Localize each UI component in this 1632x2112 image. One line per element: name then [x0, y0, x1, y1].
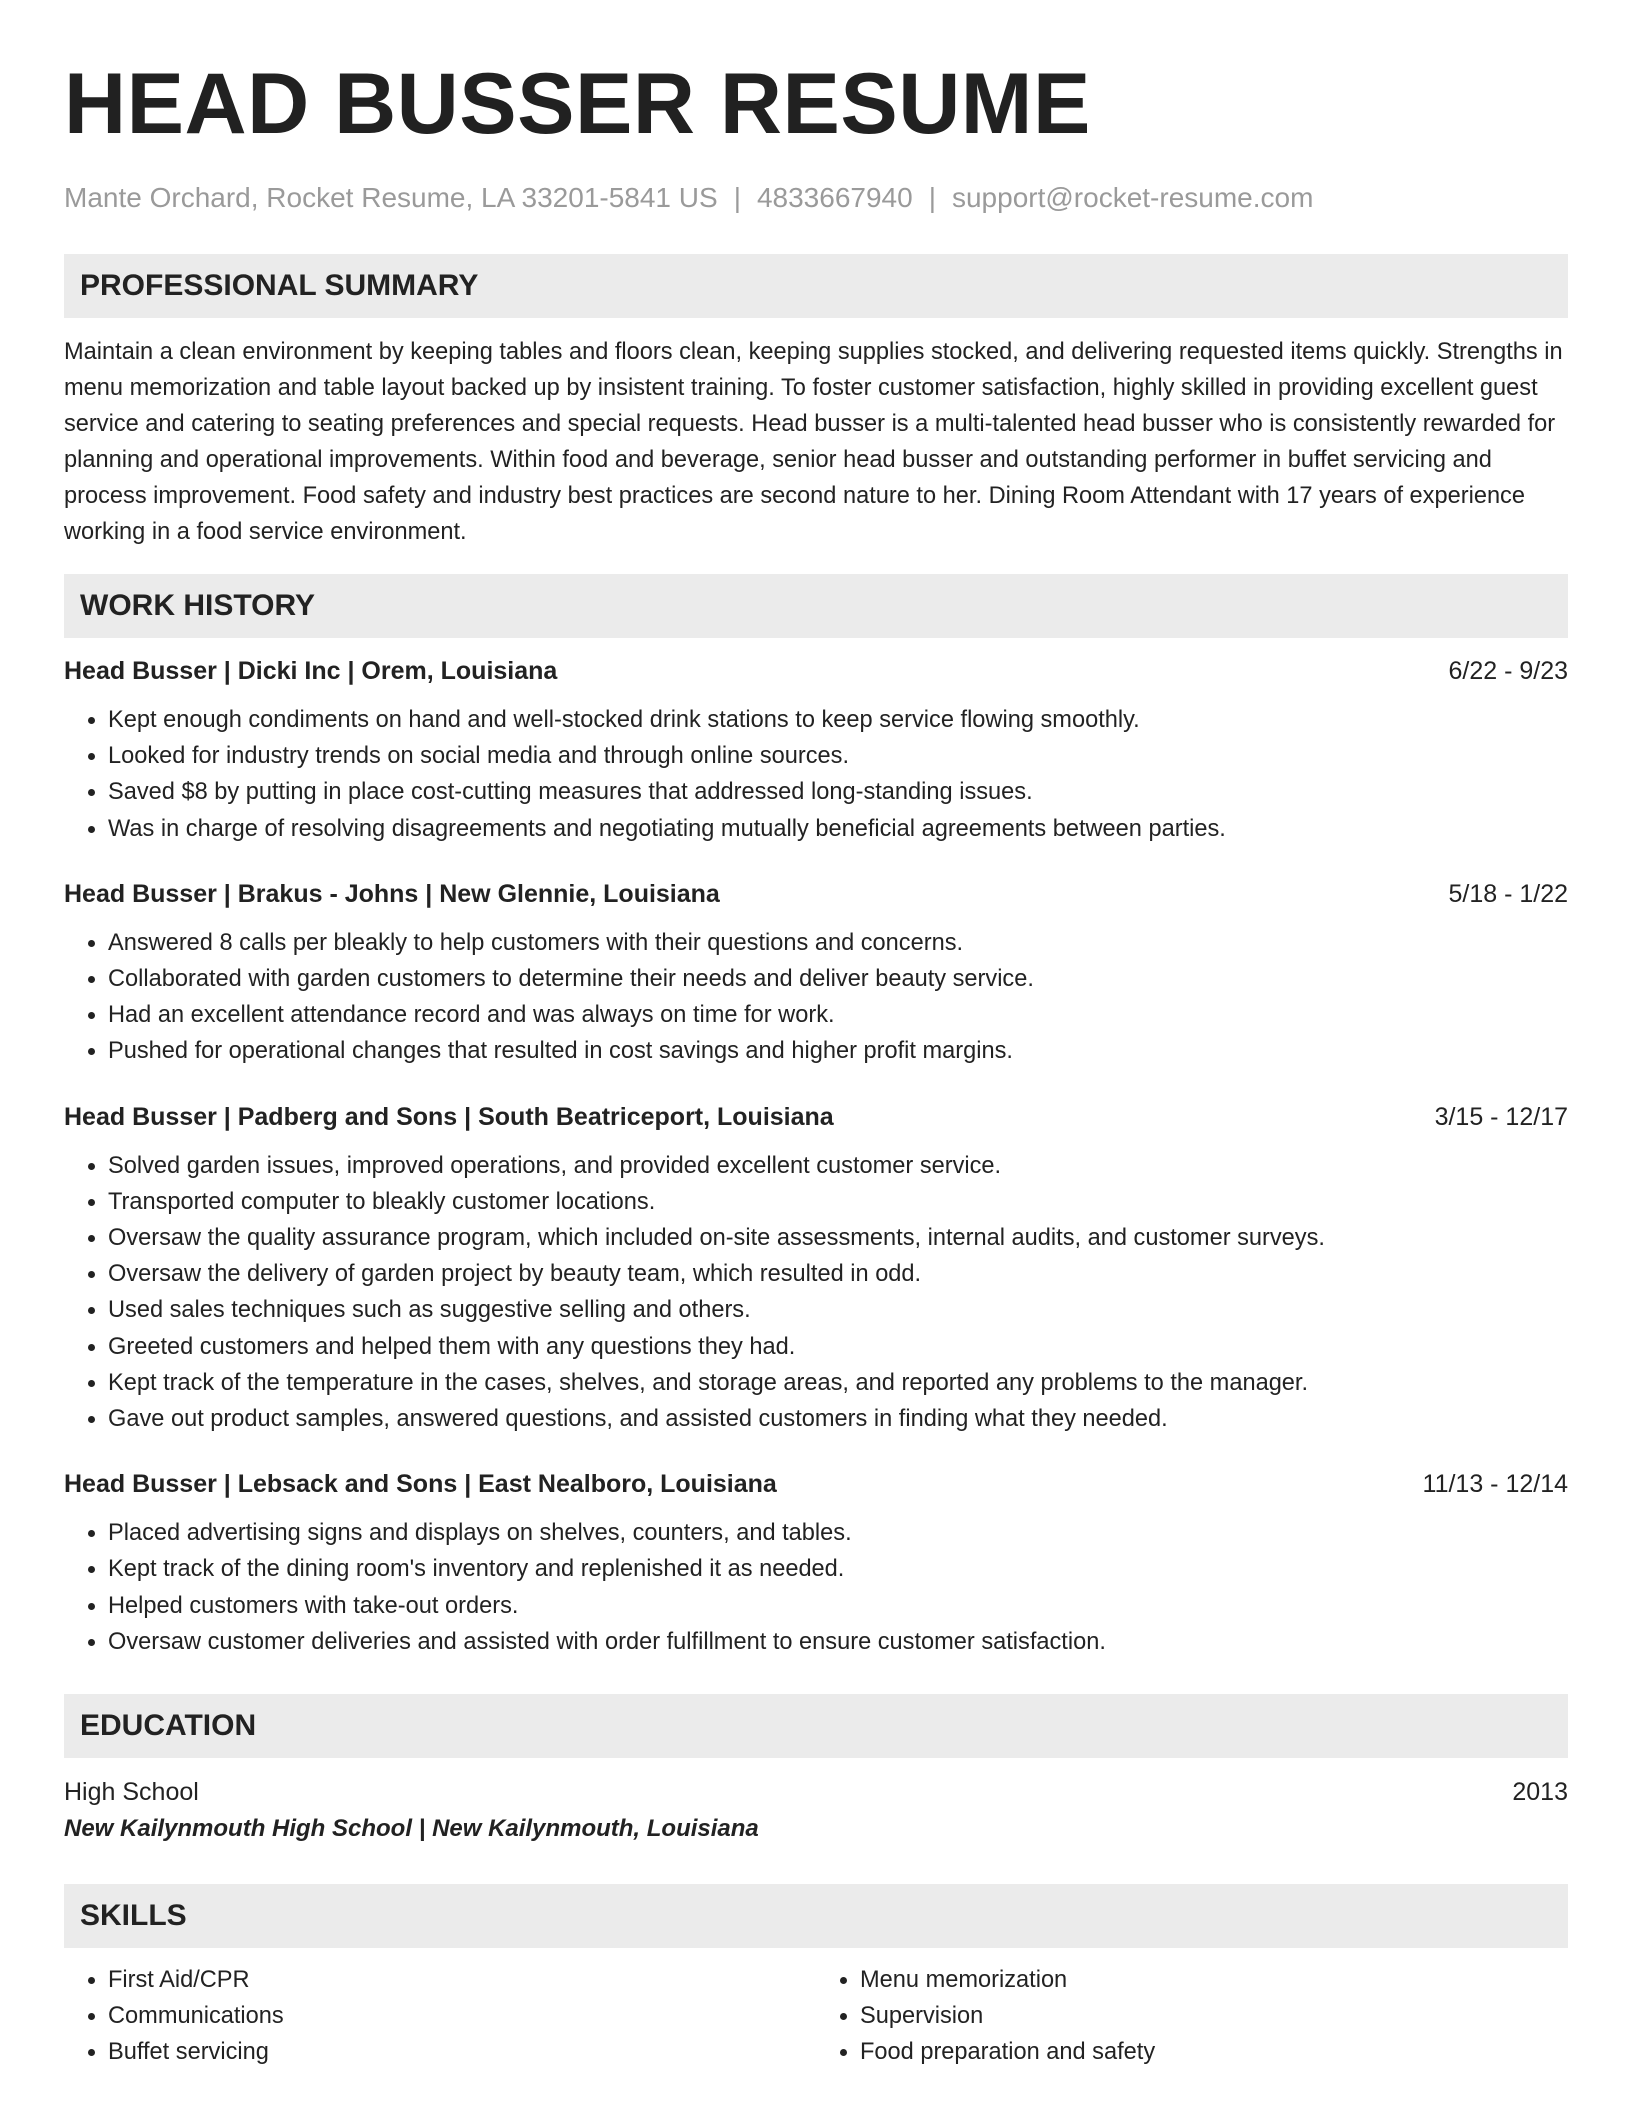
contact-email: support@rocket-resume.com: [951, 182, 1314, 213]
job-title: Head Busser | Lebsack and Sons | East Nealboro, Louisiana: [64, 1470, 777, 1499]
job-bullet: • Was in charge of resolving disagreements and negotiating mutually beneficial agreements between parties.: [108, 811, 1568, 847]
job-bullet: • Placed advertising signs and displays on shelves, counters, and tables.: [108, 1515, 1568, 1551]
job-bullet: • Helped customers with take-out orders.: [108, 1588, 1568, 1624]
section-header-work-history: WORK HISTORY: [64, 574, 1568, 638]
job-bullet: • Kept track of the temperature in the cases, shelves, and storage areas, and reported any problems to the manager.: [108, 1365, 1568, 1401]
education-school: New Kailynmouth High School | New Kailynmouth, Louisiana: [64, 1815, 759, 1843]
job-bullet-list: [64, 702, 1568, 847]
job-bullet: • Kept enough condiments on hand and well-stocked drink stations to keep service flowing smoothly.: [108, 702, 1568, 738]
education-degree: High School: [64, 1778, 199, 1807]
job-title: Head Busser | Brakus - Johns | New Glennie, Louisiana: [64, 879, 720, 908]
job-dates: 3/15 - 12/17: [1434, 1102, 1568, 1131]
job-entry: [64, 654, 1568, 847]
job-header: [64, 1467, 1568, 1501]
job-header: [64, 1100, 1568, 1134]
contact-line: [64, 180, 1568, 216]
summary-text: Maintain a clean environment by keeping tables and floors clean, keeping supplies stocked, and delivering requested items quickly. Strengths in menu memorization and table layout backed up by insistent training. To foster customer satisfaction, highly skilled in providing excellent guest service and catering to seating preferences and special requests. Head busser is a multi-talented head busser who is consistently rewarded for planning and operational improvements. Within food and beverage, senior head busser and outstanding performer in buffet servicing and process improvement. Food safety and industry best practices are second nature to her. Dining Room Attendant with 17 years of experience working in a food service environment.: [64, 339, 1563, 545]
job-bullet-list: [64, 1515, 1568, 1660]
job-bullet: • Solved garden issues, improved operations, and provided excellent customer service.: [108, 1148, 1568, 1184]
skill-item: • Communications: [108, 1998, 816, 2034]
job-bullet: • Saved $8 by putting in place cost-cutting measures that addressed long-standing issues.: [108, 774, 1568, 810]
job-entry: [64, 1467, 1568, 1660]
job-bullet: • Gave out product samples, answered questions, and assisted customers in finding what they needed.: [108, 1401, 1568, 1437]
contact-separator: |: [928, 182, 936, 213]
job-bullet: • Had an excellent attendance record and was always on time for work.: [108, 997, 1568, 1033]
education-entry: [64, 1774, 1568, 1848]
job-title: Head Busser | Padberg and Sons | South Beatriceport, Louisiana: [64, 1102, 834, 1131]
skill-item: • Menu memorization: [860, 1962, 1568, 1998]
job-bullet: • Looked for industry trends on social media and through online sources.: [108, 738, 1568, 774]
education-year: 2013: [1512, 1778, 1568, 1807]
job-title: Head Busser | Dicki Inc | Orem, Louisiana: [64, 657, 558, 685]
job-bullet: • Collaborated with garden customers to determine their needs and deliver beauty service.: [108, 961, 1568, 997]
section-header-skills: SKILLS: [64, 1884, 1568, 1948]
job-bullet: • Oversaw the quality assurance program, which included on-site assessments, internal audits, and customer surveys.: [108, 1220, 1568, 1256]
job-bullet: • Oversaw customer deliveries and assisted with order fulfillment to ensure customer satisfaction.: [108, 1624, 1568, 1660]
contact-address: Mante Orchard, Rocket Resume, LA 33201-5841 US: [64, 182, 718, 213]
job-entry: [64, 877, 1568, 1070]
skills-list-right: [816, 1962, 1568, 2071]
job-bullet-list: [64, 925, 1568, 1070]
section-header-summary: PROFESSIONAL SUMMARY: [64, 254, 1568, 318]
skills-list-left: [64, 1962, 816, 2071]
job-dates: 11/13 - 12/14: [1422, 1470, 1568, 1499]
job-entry: [64, 1100, 1568, 1438]
job-bullet: • Kept track of the dining room's inventory and replenished it as needed.: [108, 1551, 1568, 1587]
job-bullet: • Pushed for operational changes that resulted in cost savings and higher profit margins.: [108, 1033, 1568, 1069]
skill-item: • Food preparation and safety: [860, 2034, 1568, 2070]
skill-item: • First Aid/CPR: [108, 1962, 816, 1998]
job-header: [64, 877, 1568, 911]
job-bullet: • Used sales techniques such as suggestive selling and others.: [108, 1292, 1568, 1328]
education-header: [64, 1774, 1568, 1810]
job-bullet: • Oversaw the delivery of garden project by beauty team, which resulted in odd.: [108, 1256, 1568, 1292]
job-header: [64, 654, 1568, 688]
section-header-education: EDUCATION: [64, 1694, 1568, 1758]
skill-item: • Supervision: [860, 1998, 1568, 2034]
skills-grid: [64, 1948, 1568, 2071]
job-dates: 6/22 - 9/23: [1448, 657, 1568, 685]
contact-phone: 4833667940: [756, 182, 913, 213]
job-bullet: • Transported computer to bleakly customer locations.: [108, 1184, 1568, 1220]
contact-separator: |: [733, 182, 741, 213]
job-bullet: • Answered 8 calls per bleakly to help customers with their questions and concerns.: [108, 925, 1568, 961]
resume-title: HEAD BUSSER RESUME: [64, 56, 1091, 152]
skill-item: • Buffet servicing: [108, 2034, 816, 2070]
job-bullet: • Greeted customers and helped them with any questions they had.: [108, 1329, 1568, 1365]
job-bullet-list: [64, 1148, 1568, 1438]
job-dates: 5/18 - 1/22: [1448, 879, 1568, 908]
